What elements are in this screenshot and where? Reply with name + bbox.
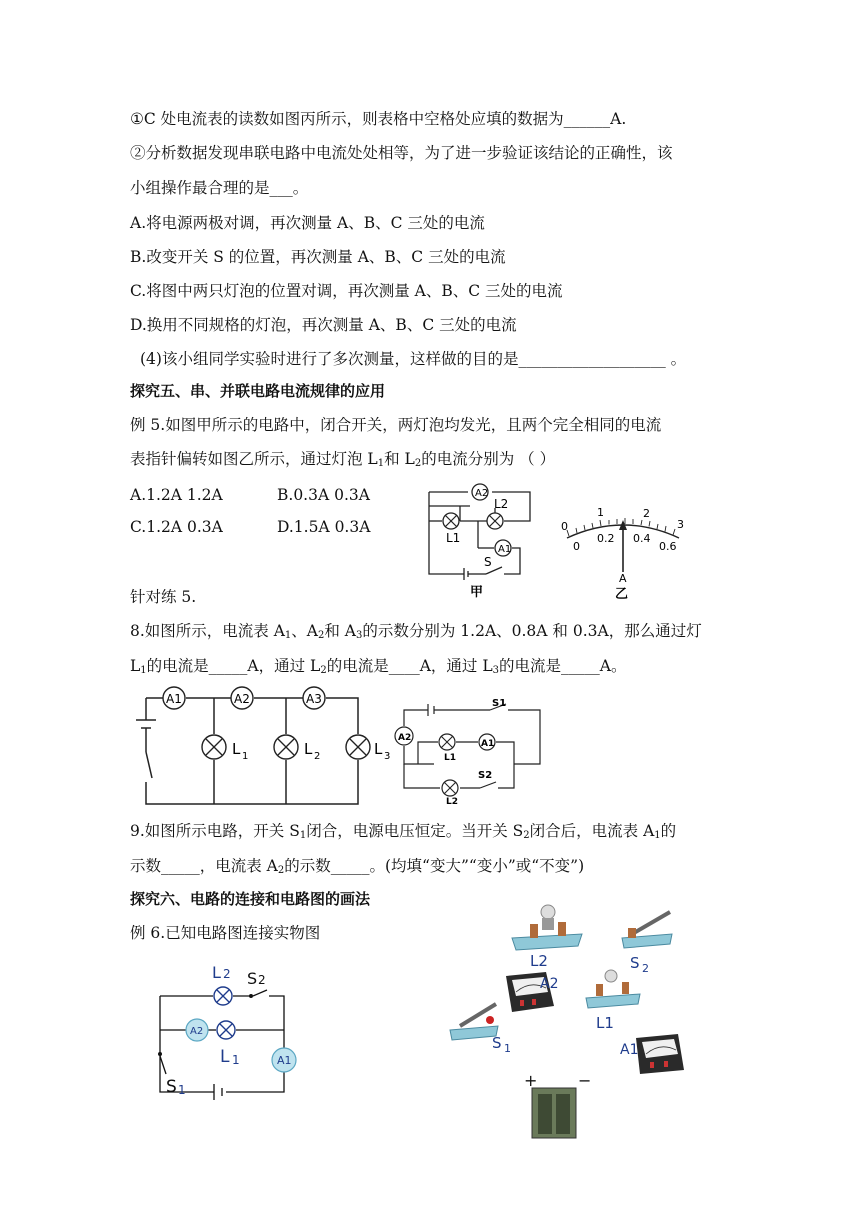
option-c: C.将图中两只灯泡的位置对调，再次测量 A、B、C 三处的电流 — [130, 282, 563, 300]
yi-caption: 乙 — [615, 587, 629, 602]
meter-unit: A — [619, 572, 627, 585]
q8-b-m2: 的电流是____A，通过 L — [326, 657, 493, 675]
ex5-option-c: C.1.2A 0.3A — [130, 518, 223, 536]
q8-a2-label: A2 — [234, 692, 250, 706]
q8-a-s2: 2 — [318, 630, 325, 641]
q8-line-a — [130, 620, 702, 647]
battery-minus-label: − — [578, 1071, 592, 1090]
ex6-s2-label: S — [247, 969, 258, 988]
lamp-l1-component — [586, 970, 640, 1008]
ex6-l2-label: L — [212, 963, 221, 982]
item-2-text-a: ②分析数据发现串联电路中电流处处相等，为了进一步验证该结论的正确性，该 — [130, 144, 673, 162]
ex5-b-pre: 表指针偏转如图乙所示，通过灯泡 L — [130, 450, 378, 468]
q8-a1-label: A1 — [166, 692, 182, 706]
jia-a1-label: A1 — [498, 544, 512, 555]
option-b: B.改变开关 S 的位置，再次测量 A、B、C 三处的电流 — [130, 248, 506, 266]
q8-l1-sub: 1 — [242, 751, 249, 762]
ex5-b-mid: 和 L — [384, 450, 415, 468]
component-s1-label: S — [492, 1034, 502, 1052]
ex5-option-a: A.1.2A 1.2A — [130, 486, 223, 504]
q9-a-post: 的 — [660, 822, 677, 840]
q8-l3-sub: 3 — [384, 751, 391, 762]
meter-bottom-02: 0.2 — [597, 532, 615, 545]
ex5-b-sub2: 2 — [414, 458, 422, 469]
q9-line-a — [130, 820, 676, 847]
example-6-text: 例 6.已知电路图连接实物图 — [130, 924, 321, 942]
ex6-l1-label: L — [220, 1047, 230, 1067]
switch-s1-component — [450, 1004, 498, 1040]
q8-a-pre: 8.如图所示，电流表 A — [130, 622, 285, 640]
switch-s2-component — [622, 912, 672, 948]
q9-a-s2: 2 — [523, 830, 530, 841]
q8-a3-label: A3 — [306, 692, 322, 706]
q8-b-s2: 2 — [320, 665, 327, 676]
practice-5-label: 针对练 5. — [130, 588, 197, 606]
ex6-s2-sub: 2 — [258, 973, 266, 987]
ex5-option-b: B.0.3A 0.3A — [277, 486, 370, 504]
lamp-l2-component — [512, 905, 582, 950]
q8-a-s1: 1 — [284, 630, 292, 641]
component-l2-label: L2 — [530, 952, 548, 970]
section-6-heading: 探究六、电路的连接和电路图的画法 — [130, 890, 371, 908]
option-a: A.将电源两极对调，再次测量 A、B、C 三处的电流 — [130, 214, 485, 232]
meter-bottom-06: 0.6 — [659, 540, 677, 553]
q9-line-b — [130, 855, 584, 882]
q8-b-post: 的电流是_____A。 — [499, 657, 627, 675]
figure-jia-circuit — [420, 478, 540, 598]
ex6-s1-label: S — [166, 1077, 177, 1097]
q9-a-s1: 1 — [299, 830, 307, 841]
section-5-heading: 探究五、串、并联电路电流规律的应用 — [130, 382, 386, 400]
q9-a2-label: A2 — [398, 733, 412, 743]
q8-l1-label: L — [232, 740, 241, 758]
q8-l2-sub: 2 — [314, 751, 321, 762]
q8-b-m1: 的电流是_____A，通过 L — [146, 657, 321, 675]
meter-top-3: 3 — [677, 518, 684, 531]
ex5-option-d: D.1.5A 0.3A — [277, 518, 371, 536]
component-a2-label: A2 — [540, 976, 559, 992]
option-d: D.换用不同规格的灯泡，再次测量 A、B、C 三处的电流 — [130, 316, 517, 334]
q9-b-s1: 2 — [277, 865, 285, 876]
example-6-circuit-diagram — [150, 960, 320, 1110]
ammeter-a1-component — [636, 1034, 684, 1074]
ex6-a2-label: A2 — [190, 1026, 204, 1037]
jia-s-label: S — [484, 555, 492, 569]
q9-b-post: 的示数_____。(均填“变大”“变小”或“不变”) — [284, 857, 585, 875]
meter-top-0: 0 — [561, 520, 568, 533]
component-s2-label: S — [630, 954, 640, 972]
q9-a-s3: 1 — [654, 830, 661, 841]
battery-component — [532, 1088, 576, 1138]
ex5-b-sub1: 1 — [377, 458, 385, 469]
ex6-a1-label: A1 — [277, 1054, 292, 1067]
q9-a1-label: A1 — [481, 739, 495, 749]
example-5-line-b — [130, 448, 555, 475]
item-2-text-b: 小组操作最合理的是___。 — [130, 179, 309, 197]
q8-line-b — [130, 655, 626, 682]
q8-a-m1: 、A — [291, 622, 318, 640]
q8-a-post: 的示数分别为 1.2A、0.8A 和 0.3A，那么通过灯 — [362, 622, 702, 640]
q9-circuit — [390, 696, 550, 806]
component-s2-sub: 2 — [642, 962, 649, 975]
jia-l2-label: L2 — [494, 497, 509, 511]
q8-a-s3: 3 — [356, 630, 363, 641]
component-a1-label: A1 — [620, 1042, 639, 1058]
q8-b-pre: L — [130, 657, 141, 675]
ex6-l1-sub: 1 — [232, 1053, 240, 1067]
component-s1-sub: 1 — [504, 1042, 511, 1055]
example-5-line-a: 例 5.如图甲所示的电路中，闭合开关，两灯泡均发光，且两个完全相同的电流 — [130, 416, 662, 434]
figure-yi-meter — [555, 500, 695, 600]
meter-bottom-0: 0 — [573, 540, 580, 553]
q9-s2-label: S2 — [478, 770, 493, 781]
q9-a-pre: 9.如图所示电路，开关 S — [130, 822, 300, 840]
q9-b-pre: 示数_____，电流表 A — [130, 857, 278, 875]
item-4-text: (4)该小组同学实验时进行了多次测量，这样做的目的是___________________ 。 — [140, 350, 687, 368]
q8-b-s1: 1 — [140, 665, 147, 676]
ex5-b-post: 的电流分别为 （ ） — [421, 450, 556, 468]
battery-plus-label: + — [524, 1071, 538, 1090]
q8-l2-label: L — [304, 740, 313, 758]
component-l1-label: L1 — [596, 1014, 614, 1032]
meter-bottom-04: 0.4 — [633, 532, 651, 545]
meter-top-1: 1 — [597, 506, 604, 519]
q9-a-m2: 闭合后，电流表 A — [529, 822, 655, 840]
q8-l3-label: L — [374, 740, 383, 758]
ex6-s1-sub: 1 — [178, 1083, 186, 1097]
ex6-l2-sub: 2 — [223, 967, 231, 981]
q8-b-s3: 3 — [492, 665, 500, 676]
jia-a2-label: A2 — [475, 488, 489, 499]
q9-l2-label: L2 — [446, 797, 458, 807]
meter-top-2: 2 — [643, 507, 650, 520]
item-1-text: ①C 处电流表的读数如图丙所示，则表格中空格处应填的数据为______A. — [130, 110, 627, 128]
q8-parallel-circuit — [128, 682, 390, 810]
jia-l1-label: L1 — [446, 531, 461, 545]
jia-caption: 甲 — [470, 585, 484, 600]
q8-a-m2: 和 A — [324, 622, 356, 640]
example-6-components — [440, 894, 720, 1144]
q9-s1-label: S1 — [492, 698, 507, 709]
q9-l1-label: L1 — [444, 753, 456, 763]
q9-a-m1: 闭合，电源电压恒定。当开关 S — [306, 822, 524, 840]
